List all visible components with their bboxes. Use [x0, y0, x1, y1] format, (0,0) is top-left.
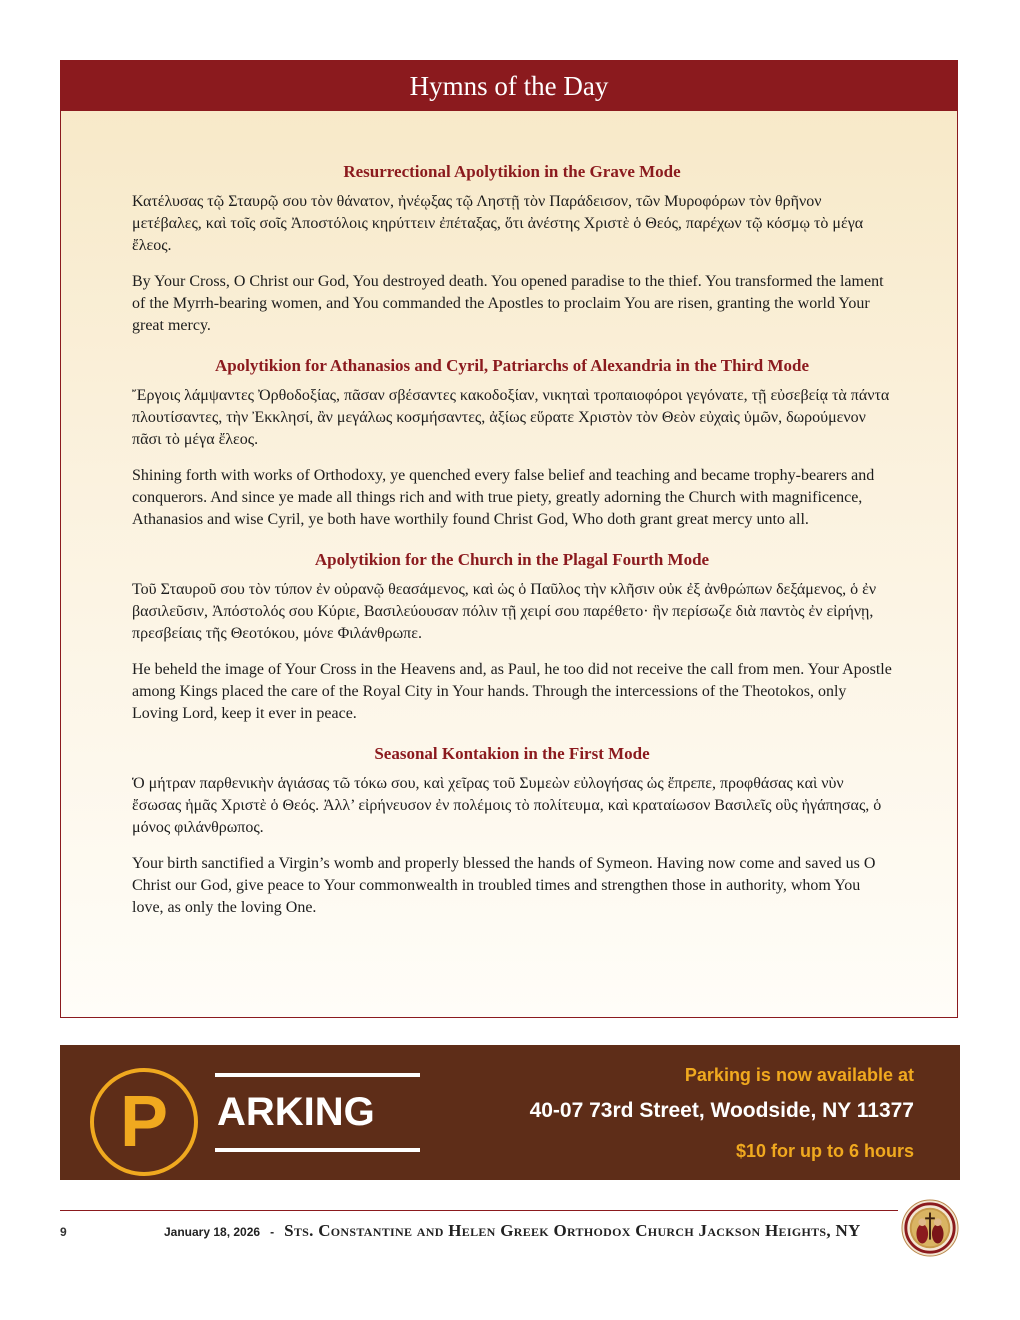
hymn-title: Apolytikion for the Church in the Plagal Fourth Mode	[314, 550, 710, 569]
hymn-greek-text: Τοῦ Σταυροῦ σου τὸν τύπον ἐν οὐρανῷ θεασάμενος, καὶ ὡς ὁ Παῦλος τὴν κλῆσιν οὐκ ἐξ ἀνθρώπων δεξάμενος, ὁ ἐν βασιλεῦσιν, Ἀπόστολός σου Κύριε, Βασιλεύουσαν πόλιν τῇ χειρί σου παρέθετο· ἣν περίσωζε διὰ παντὸς ἐν εἰρήνῃ, πρεσβείαις τῆς Θεοτόκου, μόνε Φιλάνθρωπε.	[132, 581, 877, 642]
hymn-title: Apolytikion for Athanasios and Cyril, Patriarchs of Alexandria in the Third Mode	[214, 356, 810, 375]
hymns-title: Hymns of the Day	[409, 71, 609, 101]
hymn-block	[132, 161, 892, 337]
hymn-english-text: Your birth sanctified a Virgin’s womb and properly blessed the hands of Symeon. Having now come and saved us O Christ our God, give peace to Your commonwealth in troubled times and strengthen those in authority, whom You love, as only the loving One.	[132, 855, 876, 916]
hymn-block	[132, 549, 892, 725]
hymn-title: Resurrectional Apolytikion in the Grave Mode	[343, 162, 681, 181]
footer-separator: -	[270, 1225, 275, 1239]
parking-availability: Parking is now available at	[684, 1065, 914, 1085]
hymn-block	[132, 355, 892, 531]
parking-divider-bottom	[215, 1148, 420, 1152]
parking-banner	[60, 1045, 960, 1180]
hymn-title: Seasonal Kontakion in the First Mode	[374, 744, 650, 763]
hymn-greek-text: Κατέλυσας τῷ Σταυρῷ σου τὸν θάνατον, ἠνέῳξας τῷ Ληστῇ τὸν Παράδεισον, τῶν Μυροφόρων τὸν θρῆνον μετέβαλες, καὶ τοῖς σοῖς Ἀποστόλοις κηρύττειν ἐπέταξας, ὅτι ἀνέστης Χριστὲ ὁ Θεός, παρέχων τῷ κόσμῳ τὸ μέγα ἔλεος.	[132, 193, 864, 254]
hymns-header	[61, 61, 957, 111]
parking-price: $10 for up to 6 hours	[735, 1141, 914, 1161]
footer-date: January 18, 2026	[164, 1225, 261, 1239]
church-seal-icon	[901, 1199, 959, 1257]
hymn-greek-text: Ἔργοις λάμψαντες Ὀρθοδοξίας, πᾶσαν σβέσαντες κακοδοξίαν, νικηταὶ τροπαιοφόροι γεγόνατε, τῇ εὐσεβείᾳ τὰ πάντα πλουτίσαντες, τὴν Ἐκκλησί, ἂν μεγάλως κοσμήσαντες, ἀξίως εὕρατε Χριστὸν τὸν Θεὸν εὐχαὶς ὑμῶν, δωρούμενον πᾶσι τὸ μέγα ἔλεος.	[132, 387, 890, 448]
footer-info	[164, 1221, 861, 1241]
footer-divider	[60, 1210, 898, 1211]
hymn-english-text: Shining forth with works of Orthodoxy, ye quenched every false belief and teaching and became trophy-bearers and conquerors. And since ye made all things rich and with true piety, greatly adorning the Church with magnificence, Athanasios and wise Cyril, ye both have worthily found Christ God, Who doth grant great mercy unto all.	[132, 467, 875, 528]
parking-divider-top	[215, 1073, 420, 1077]
page-number: 9	[60, 1225, 67, 1239]
hymn-greek-text: Ὁ μήτραν παρθενικὴν ἁγιάσας τῶ τόκω σου, καὶ χεῖρας τοῦ Συμεὼν εὐλογήσας ὡς ἔπρεπε, προφθάσας καὶ νὺν ἔσωσας ἡμᾶς Χριστὲ ὁ Θεός. Ἀλλ’ εἰρήνευσον ἐν πολέμοις τὸ πολίτευμα, καὶ κραταίωσον Βασιλεῖς οὓς ἠγάπησας, ὁ μόνος φιλάνθρωπος.	[132, 775, 882, 836]
parking-word: ARKING	[217, 1090, 375, 1134]
parking-address: 40-07 73rd Street, Woodside, NY 11377	[529, 1099, 914, 1122]
hymns-content	[132, 161, 892, 937]
hymn-block	[132, 743, 892, 919]
footer-church-name: Sts. Constantine and Helen Greek Orthodox Church Jackson Heights, NY	[284, 1221, 861, 1240]
parking-p-icon: P	[90, 1068, 198, 1176]
hymn-english-text: He beheld the image of Your Cross in the Heavens and, as Paul, he too did not receive the call from men. Your Apostle among Kings placed the care of the Royal City in Your hands. Through the intercessions of the Theotokos, only Loving Lord, keep it ever in peace.	[132, 661, 892, 722]
hymns-section	[60, 60, 958, 1018]
hymn-english-text: By Your Cross, O Christ our God, You destroyed death. You opened paradise to the thief. You transformed the lament of the Myrrh-bearing women, and You commanded the Apostles to proclaim You are risen, granting the world Your great mercy.	[132, 273, 884, 334]
